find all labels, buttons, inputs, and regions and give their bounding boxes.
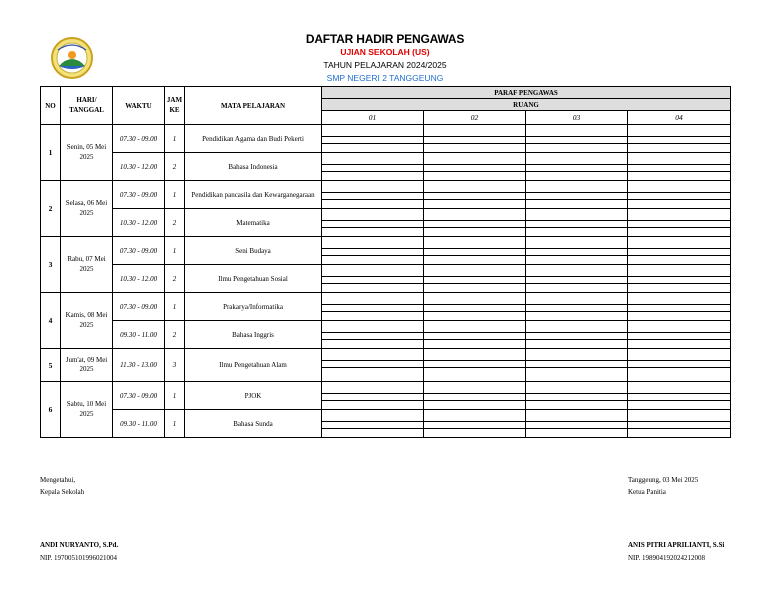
signature-cell[interactable] xyxy=(424,284,526,293)
subject-name: Ilmu Pengetahuan Alam xyxy=(185,349,322,382)
signature-cell[interactable] xyxy=(322,340,424,349)
day-number: 5 xyxy=(41,349,61,382)
signature-cell[interactable] xyxy=(628,293,731,305)
signature-cell[interactable] xyxy=(322,368,424,382)
subject-name: Pendidikan pancasila dan Kewarganegaraan xyxy=(185,181,322,209)
signature-cell[interactable] xyxy=(628,394,731,401)
signature-cell[interactable] xyxy=(628,172,731,181)
session-time: 07.30 - 09.00 xyxy=(113,382,165,410)
signature-cell[interactable] xyxy=(424,368,526,382)
table-row xyxy=(41,265,731,277)
signature-cell[interactable] xyxy=(526,429,628,438)
signature-cell[interactable] xyxy=(628,153,731,165)
signature-cell[interactable] xyxy=(424,312,526,321)
session-time: 10.30 - 12.00 xyxy=(113,153,165,181)
session-jam: 1 xyxy=(165,181,185,209)
signature-cell[interactable] xyxy=(322,429,424,438)
signature-cell[interactable] xyxy=(628,200,731,209)
signature-cell[interactable] xyxy=(322,228,424,237)
signature-cell[interactable] xyxy=(322,153,424,165)
signature-cell[interactable] xyxy=(628,237,731,249)
day-number: 3 xyxy=(41,237,61,293)
signature-cell[interactable] xyxy=(424,361,526,368)
session-jam: 1 xyxy=(165,125,185,153)
signature-cell[interactable] xyxy=(424,333,526,340)
day-number: 2 xyxy=(41,181,61,237)
signature-cell[interactable] xyxy=(322,125,424,137)
signature-cell[interactable] xyxy=(322,349,424,361)
signature-cell[interactable] xyxy=(322,410,424,422)
signature-cell[interactable] xyxy=(424,422,526,429)
signature-cell[interactable] xyxy=(322,265,424,277)
signature-cell[interactable] xyxy=(628,181,731,193)
signature-cell[interactable] xyxy=(628,193,731,200)
signature-cell[interactable] xyxy=(322,312,424,321)
session-time: 07.30 - 09.00 xyxy=(113,181,165,209)
signature-cell[interactable] xyxy=(526,193,628,200)
session-jam: 2 xyxy=(165,321,185,349)
signature-cell[interactable] xyxy=(526,410,628,422)
signature-cell[interactable] xyxy=(526,256,628,265)
day-date: Rabu, 07 Mei 2025 xyxy=(61,237,113,293)
table-row xyxy=(41,237,731,249)
signature-cell[interactable] xyxy=(424,221,526,228)
signature-cell[interactable] xyxy=(628,361,731,368)
signature-cell[interactable] xyxy=(628,265,731,277)
signature-cell[interactable] xyxy=(424,401,526,410)
signature-cell[interactable] xyxy=(526,401,628,410)
signature-cell[interactable] xyxy=(526,368,628,382)
attendance-table xyxy=(40,86,731,438)
signature-cell[interactable] xyxy=(628,401,731,410)
signature-cell[interactable] xyxy=(424,321,526,333)
signature-cell[interactable] xyxy=(526,228,628,237)
signature-cell[interactable] xyxy=(424,277,526,284)
signature-cell[interactable] xyxy=(628,349,731,361)
signature-cell[interactable] xyxy=(424,228,526,237)
signature-cell[interactable] xyxy=(526,305,628,312)
day-number: 4 xyxy=(41,293,61,349)
signature-cell[interactable] xyxy=(628,221,731,228)
signature-cell[interactable] xyxy=(424,429,526,438)
signature-cell[interactable] xyxy=(424,265,526,277)
table-row xyxy=(41,382,731,394)
signature-cell[interactable] xyxy=(628,125,731,137)
page-title: DAFTAR HADIR PENGAWAS xyxy=(305,32,465,46)
signature-cell[interactable] xyxy=(628,340,731,349)
signature-cell[interactable] xyxy=(628,333,731,340)
subject-name: Ilmu Pengetahuan Sosial xyxy=(185,265,322,293)
signature-cell[interactable] xyxy=(322,200,424,209)
signature-cell[interactable] xyxy=(424,153,526,165)
subject-name: Seni Budaya xyxy=(185,237,322,265)
committee-nip: NIP. 198904192024212008 xyxy=(628,554,706,562)
signature-cell[interactable] xyxy=(322,209,424,221)
session-jam: 3 xyxy=(165,349,185,382)
signature-cell[interactable] xyxy=(526,144,628,153)
signature-cell[interactable] xyxy=(526,165,628,172)
signature-cell[interactable] xyxy=(322,221,424,228)
signature-cell[interactable] xyxy=(424,305,526,312)
subject-name: Bahasa Indonesia xyxy=(185,153,322,181)
signature-cell[interactable] xyxy=(526,312,628,321)
signature-cell[interactable] xyxy=(526,277,628,284)
principal-nip: NIP. 197005101996021004 xyxy=(40,554,118,562)
school-name: SMP NEGERI 2 TANGGEUNG xyxy=(326,73,444,83)
signature-cell[interactable] xyxy=(526,349,628,361)
school-emblem-icon xyxy=(50,36,94,80)
signature-cell[interactable] xyxy=(322,165,424,172)
table-row xyxy=(41,293,731,305)
day-date: Senin, 05 Mei 2025 xyxy=(61,125,113,181)
session-jam: 1 xyxy=(165,293,185,321)
signature-cell[interactable] xyxy=(526,209,628,221)
session-jam: 1 xyxy=(165,410,185,438)
signature-cell[interactable] xyxy=(628,277,731,284)
principal-name: ANDI NURYANTO, S.Pd. xyxy=(40,541,119,549)
signature-cell[interactable] xyxy=(424,209,526,221)
signature-cell[interactable] xyxy=(424,410,526,422)
session-jam: 2 xyxy=(165,265,185,293)
signature-cell[interactable] xyxy=(628,312,731,321)
signature-cell[interactable] xyxy=(628,422,731,429)
signature-cell[interactable] xyxy=(526,200,628,209)
signature-cell[interactable] xyxy=(322,144,424,153)
signature-cell[interactable] xyxy=(628,429,731,438)
signature-cell[interactable] xyxy=(322,382,424,394)
session-jam: 2 xyxy=(165,209,185,237)
signature-cell[interactable] xyxy=(322,293,424,305)
signature-cell[interactable] xyxy=(424,125,526,137)
header-paraf: PARAF PENGAWAS xyxy=(322,87,731,99)
exam-subtitle: UJIAN SEKOLAH (US) xyxy=(340,47,430,57)
room-header: 02 xyxy=(424,111,526,125)
signature-cell[interactable] xyxy=(322,284,424,293)
header-hari: HARI/ TANGGAL xyxy=(61,87,113,125)
subject-name: Bahasa Sunda xyxy=(185,410,322,438)
signature-cell[interactable] xyxy=(526,221,628,228)
signature-cell[interactable] xyxy=(322,172,424,181)
signature-cell[interactable] xyxy=(526,422,628,429)
signature-cell[interactable] xyxy=(628,249,731,256)
signature-cell[interactable] xyxy=(424,181,526,193)
session-time: 10.30 - 12.00 xyxy=(113,209,165,237)
table-row xyxy=(41,125,731,137)
header-ruang: RUANG xyxy=(322,99,731,111)
signature-cell[interactable] xyxy=(322,249,424,256)
signature-cell[interactable] xyxy=(322,422,424,429)
session-time: 07.30 - 09.00 xyxy=(113,237,165,265)
signature-cell[interactable] xyxy=(322,277,424,284)
signature-cell[interactable] xyxy=(526,382,628,394)
table-row xyxy=(41,410,731,422)
session-time: 11.30 - 13.00 xyxy=(113,349,165,382)
session-time: 09.30 - 11.00 xyxy=(113,321,165,349)
signature-cell[interactable] xyxy=(424,394,526,401)
signature-cell[interactable] xyxy=(322,193,424,200)
signature-cell[interactable] xyxy=(424,137,526,144)
session-time: 07.30 - 09.00 xyxy=(113,125,165,153)
signature-cell[interactable] xyxy=(322,305,424,312)
signature-cell[interactable] xyxy=(628,410,731,422)
signature-cell[interactable] xyxy=(526,293,628,305)
signature-cell[interactable] xyxy=(526,137,628,144)
committee-name: ANIS PITRI APRILIANTI, S.Si xyxy=(628,541,725,549)
signature-cell[interactable] xyxy=(424,382,526,394)
session-time: 07.30 - 09.00 xyxy=(113,293,165,321)
signature-cell[interactable] xyxy=(526,153,628,165)
session-jam: 1 xyxy=(165,382,185,410)
signature-cell[interactable] xyxy=(526,237,628,249)
signature-cell[interactable] xyxy=(628,305,731,312)
signature-cell[interactable] xyxy=(526,249,628,256)
signature-cell[interactable] xyxy=(628,228,731,237)
signature-cell[interactable] xyxy=(526,265,628,277)
signature-cell[interactable] xyxy=(526,172,628,181)
signature-cell[interactable] xyxy=(424,165,526,172)
signature-cell[interactable] xyxy=(526,284,628,293)
room-header: 03 xyxy=(526,111,628,125)
signature-cell[interactable] xyxy=(628,144,731,153)
signature-cell[interactable] xyxy=(628,256,731,265)
subject-name: Prakarya/Informatika xyxy=(185,293,322,321)
day-date: Selasa, 06 Mei 2025 xyxy=(61,181,113,237)
signature-cell[interactable] xyxy=(526,394,628,401)
subject-name: Pendidikan Agama dan Budi Pekerti xyxy=(185,125,322,153)
signature-cell[interactable] xyxy=(322,237,424,249)
signature-cell[interactable] xyxy=(526,181,628,193)
header-jam: JAM KE xyxy=(165,87,185,125)
signature-cell[interactable] xyxy=(424,340,526,349)
day-date: Sabtu, 10 Mei 2025 xyxy=(61,382,113,438)
committee-title: Ketua Panitia xyxy=(628,488,666,496)
signature-cell[interactable] xyxy=(424,237,526,249)
signature-cell[interactable] xyxy=(424,172,526,181)
signature-cell[interactable] xyxy=(322,256,424,265)
signature-cell[interactable] xyxy=(628,382,731,394)
session-time: 10.30 - 12.00 xyxy=(113,265,165,293)
table-row xyxy=(41,181,731,193)
signature-cell[interactable] xyxy=(322,181,424,193)
signature-cell[interactable] xyxy=(322,321,424,333)
table-row xyxy=(41,209,731,221)
signature-cell[interactable] xyxy=(526,340,628,349)
place-date: Tanggeung, 03 Mei 2025 xyxy=(628,476,699,484)
signature-cell[interactable] xyxy=(424,193,526,200)
signature-cell[interactable] xyxy=(628,137,731,144)
acknowledgement-label: Mengetahui, xyxy=(40,476,76,484)
subject-name: PJOK xyxy=(185,382,322,410)
signature-cell[interactable] xyxy=(322,361,424,368)
day-number: 6 xyxy=(41,382,61,438)
day-number: 1 xyxy=(41,125,61,181)
signature-cell[interactable] xyxy=(424,200,526,209)
signature-cell[interactable] xyxy=(424,249,526,256)
signature-cell[interactable] xyxy=(322,333,424,340)
session-time: 09.30 - 11.00 xyxy=(113,410,165,438)
signature-cell[interactable] xyxy=(322,401,424,410)
signature-cell[interactable] xyxy=(526,125,628,137)
signature-cell[interactable] xyxy=(424,293,526,305)
signature-cell[interactable] xyxy=(526,361,628,368)
header-mapel: MATA PELAJARAN xyxy=(185,87,322,125)
signature-cell[interactable] xyxy=(628,209,731,221)
signature-cell[interactable] xyxy=(526,321,628,333)
signature-cell[interactable] xyxy=(322,137,424,144)
principal-title: Kepala Sekolah xyxy=(40,488,85,496)
signature-cell[interactable] xyxy=(628,284,731,293)
subject-name: Bahasa Inggris xyxy=(185,321,322,349)
table-row xyxy=(41,349,731,361)
room-header: 01 xyxy=(322,111,424,125)
session-jam: 2 xyxy=(165,153,185,181)
signature-cell[interactable] xyxy=(526,333,628,340)
day-date: Kamis, 08 Mei 2025 xyxy=(61,293,113,349)
signature-cell[interactable] xyxy=(424,144,526,153)
header-waktu: WAKTU xyxy=(113,87,165,125)
subject-name: Matematika xyxy=(185,209,322,237)
session-jam: 1 xyxy=(165,237,185,265)
signature-cell[interactable] xyxy=(424,256,526,265)
table-row xyxy=(41,153,731,165)
header-no: NO xyxy=(41,87,61,125)
signature-cell[interactable] xyxy=(628,368,731,382)
room-header: 04 xyxy=(628,111,731,125)
table-row xyxy=(41,321,731,333)
academic-year: TAHUN PELAJARAN 2024/2025 xyxy=(323,60,447,70)
signature-cell[interactable] xyxy=(628,165,731,172)
signature-cell[interactable] xyxy=(322,394,424,401)
signature-cell[interactable] xyxy=(628,321,731,333)
signature-cell[interactable] xyxy=(424,349,526,361)
day-date: Jum'at, 09 Mei 2025 xyxy=(61,349,113,382)
